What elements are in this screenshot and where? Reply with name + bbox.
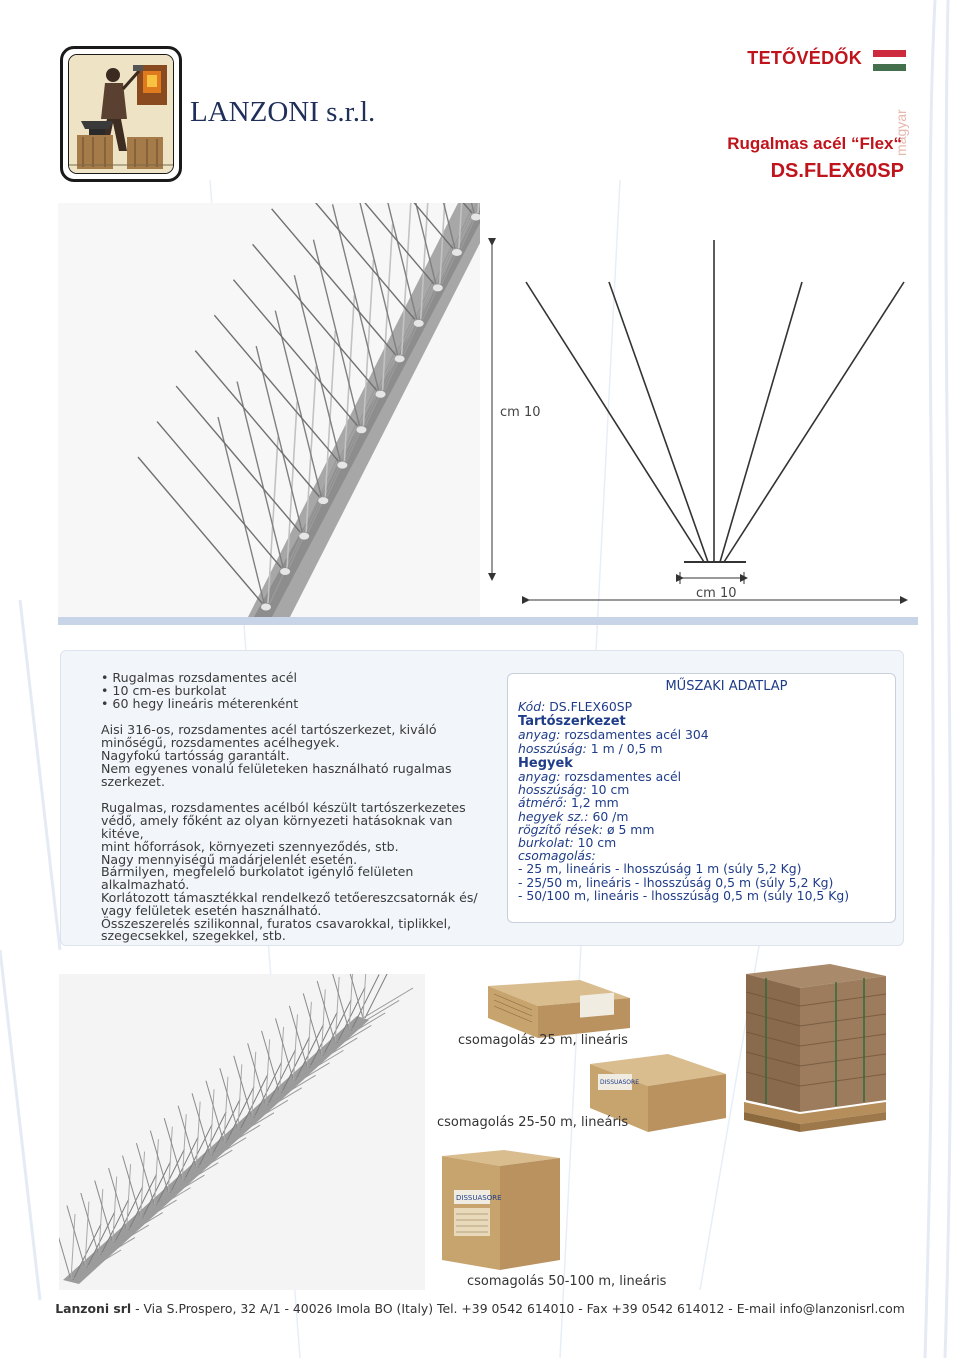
pallet-image bbox=[740, 962, 888, 1134]
product-description bbox=[101, 672, 497, 943]
feature-bullet: • 10 cm-es burkolat bbox=[101, 682, 227, 698]
technical-drawing bbox=[484, 222, 912, 618]
height-dimension-label: cm 10 bbox=[500, 405, 541, 420]
company-logo bbox=[60, 46, 182, 182]
product-subtitle: Rugalmas acél “Flex“ bbox=[727, 134, 902, 153]
box-brand-text: DISSUASORE bbox=[600, 1079, 639, 1086]
pack-25-50m-label: csomagolás 25-50 m, lineáris bbox=[437, 1115, 629, 1130]
feature-bullet: • Rugalmas rozsdamentes acél bbox=[101, 670, 297, 685]
box-25m-image bbox=[484, 978, 632, 1040]
spikes-heading: Hegyek bbox=[518, 755, 573, 771]
pack-25m-label: csomagolás 25 m, lineáris bbox=[458, 1033, 628, 1048]
pack-50-100m-label: csomagolás 50-100 m, lineáris bbox=[467, 1274, 667, 1289]
company-name: LANZONI s.r.l. bbox=[190, 96, 376, 128]
packaging-line: - 25 m, lineáris - lhosszúság 1 m (súly 5,2 Kg) bbox=[518, 861, 802, 877]
product-code: DS.FLEX60SP bbox=[770, 160, 904, 182]
product-photo-closeup bbox=[58, 203, 480, 617]
box-50-100m-image bbox=[440, 1148, 564, 1272]
product-photo-full bbox=[59, 974, 425, 1290]
divider-band bbox=[58, 617, 918, 625]
language-label: magyar bbox=[893, 109, 909, 156]
feature-bullet: • 60 hegy lineáris méterenként bbox=[101, 695, 299, 711]
technical-datasheet: MŰSZAKI ADATLAP Kód: DS.FLEX60SP Tartószerkezet anyag: rozsdamentes acél 304 hosszúság: 1 m / 0,5 m Hegyek anyag: rozsdamentes acél hosszúság: 10 cm átmérő: 1,2 mm hegyek sz.: 60 /m rögzítő rések: ø 5 mm burkolat: 10 cm csomagolás: - 25 m, lineáris - lhosszúság 1 m (súly 5,2 Kg) - 25/50 m, lineáris - lhosszúság 0,5 m (súly 5,2 Kg) - 50/100 m, lineáris - lhosszúság 0,5 m (súly 10,5 Kg) bbox=[507, 673, 896, 923]
description-paragraph-1: Aisi 316-os, rozsdamentes acél tartószerkezet, kiváló minőségű, rozsdamentes acélhegyek. Nagyfokú tartósság garantált. Nem egyenes vonalú felületeken használható rugalmas szerkezet. bbox=[101, 722, 452, 789]
datasheet-title: MŰSZAKI ADATLAP bbox=[665, 679, 788, 694]
footer-company: Lanzoni srl bbox=[55, 1301, 132, 1316]
structure-heading: Tartószerkezet bbox=[518, 714, 626, 730]
width-dimension-label: cm 10 bbox=[696, 586, 737, 601]
datasheet-code: Kód: DS.FLEX60SP bbox=[518, 699, 633, 714]
description-paragraph-2: Rugalmas, rozsdamentes acélból készült tartószerkezetes védő, amely főként az olyan környezeti hatásoknak van kitéve, mint hőforrások, környezeti szennyeződés, stb. Nagy mennyiségű madárjelenlét esetén. Bármilyen, megfelelő burkolatot igénylő felületen alkalmazható. Korlátozott támasztékkal rendelkező tetőereszcsatornák és/ vagy felületek esetén használható. Összeszerelés szilikonnal, furatos csavarokkal, tiplikkel, szegecsekkel, szegekkel, stb. bbox=[101, 800, 478, 944]
box-brand-text: DISSUASORE bbox=[456, 1194, 502, 1202]
footer-address: - Via S.Prospero, 32 A/1 - 40026 Imola BO (Italy) Tel. +39 0542 614010 - Fax +39 0542 614012 - E-mail info@lanzonisrl.com bbox=[131, 1301, 905, 1316]
packaging-line: - 25/50 m, lineáris - lhosszúság 0,5 m (súly 5,2 Kg) bbox=[518, 874, 834, 890]
packaging-line: - 50/100 m, lineáris - lhosszúság 0,5 m (súly 10,5 Kg) bbox=[518, 887, 850, 903]
footer-contact bbox=[0, 1301, 960, 1316]
blacksmith-logo-icon bbox=[69, 55, 174, 174]
product-category: TETŐVÉDŐK bbox=[747, 48, 862, 68]
hungarian-flag-icon bbox=[873, 50, 906, 71]
